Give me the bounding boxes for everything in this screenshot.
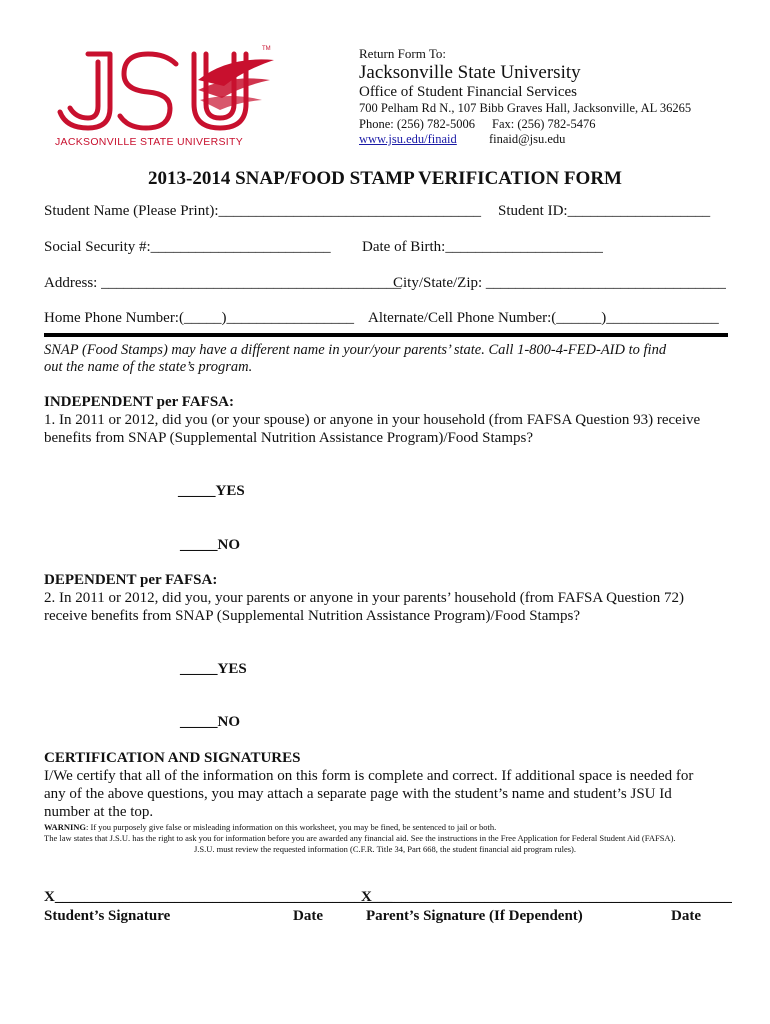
parent-date-label: Date — [671, 908, 701, 924]
independent-yes-option[interactable]: _____YES — [178, 483, 245, 499]
student-signature-line[interactable]: X_____________________________________________ — [44, 889, 393, 905]
ssn-field[interactable]: Social Security #:________________________ — [44, 239, 331, 255]
university-name: Jacksonville State University — [359, 62, 581, 83]
parent-signature-label: Parent’s Signature (If Dependent) — [366, 908, 583, 924]
certification-line-1: I/We certify that all of the information on this form is complete and correct. If additional space is needed for — [44, 768, 694, 784]
snap-note-line-2: out the name of the state’s program. — [44, 359, 253, 375]
law-statement: The law states that J.S.U. has the right to ask you for information before you are awarded any financial aid. See the instructions in the Free Application for Federal Student Aid (FAFSA). — [44, 833, 676, 843]
office-address: 700 Pelham Rd N., 107 Bibb Graves Hall, Jacksonville, AL 36265 — [359, 101, 692, 115]
office-email: finaid@jsu.edu — [489, 132, 566, 146]
independent-heading: INDEPENDENT per FAFSA: — [44, 394, 235, 410]
city-state-zip-field[interactable]: City/State/Zip: ________________________________ — [393, 275, 726, 291]
independent-no-option[interactable]: _____NO — [180, 537, 240, 553]
alt-phone-field[interactable]: Alternate/Cell Phone Number:(______)_______________ — [368, 310, 719, 326]
warning-text — [44, 822, 496, 832]
student-id-field[interactable]: Student ID:___________________ — [498, 203, 711, 219]
jsu-logo-mark — [48, 46, 278, 138]
certification-heading: CERTIFICATION AND SIGNATURES — [44, 750, 301, 766]
section-divider — [44, 333, 728, 337]
dependent-question-line-2: receive benefits from SNAP (Supplemental Nutrition Assistance Program)/Food Stamps? — [44, 608, 581, 624]
independent-question-line-2: benefits from SNAP (Supplemental Nutrition Assistance Program)/Food Stamps? — [44, 430, 533, 446]
office-fax: Fax: (256) 782-5476 — [492, 117, 596, 131]
warning-body: : If you purposely give false or misleading information on this worksheet, you may be fined, be sentenced to jail or both. — [86, 822, 497, 832]
dependent-yes-option[interactable]: _____YES — [180, 661, 247, 677]
certification-line-2: any of the above questions, you may attach a separate page with the student’s name and student’s JSU Id — [44, 786, 672, 802]
dob-field[interactable]: Date of Birth:_____________________ — [362, 239, 603, 255]
independent-question-line-1: 1. In 2011 or 2012, did you (or your spouse) or anyone in your household (from FAFSA Question 93) receive — [44, 412, 701, 428]
snap-note-line-1: SNAP (Food Stamps) may have a different name in your/your parents’ state. Call 1-800-4-FED-AID to find — [44, 342, 667, 358]
trademark-mark: TM — [262, 46, 271, 52]
logo-caption: JACKSONVILLE STATE UNIVERSITY — [55, 136, 244, 148]
parent-signature-line[interactable]: X________________________________________________ — [361, 889, 732, 905]
dependent-no-option[interactable]: _____NO — [180, 714, 240, 730]
student-signature-label: Student’s Signature — [44, 908, 171, 924]
website-link[interactable]: www.jsu.edu/finaid — [359, 132, 457, 146]
address-field[interactable]: Address: ________________________________________ — [44, 275, 402, 291]
student-date-label: Date — [293, 908, 323, 924]
certification-line-3: number at the top. — [44, 804, 154, 820]
review-statement: J.S.U. must review the requested information (C.F.R. Title 34, Part 668, the student financial aid program rules). — [194, 844, 576, 854]
warning-label: WARNING — [44, 822, 87, 832]
dependent-heading: DEPENDENT per FAFSA: — [44, 572, 218, 588]
office-phone: Phone: (256) 782-5006 — [359, 117, 475, 131]
office-name: Office of Student Financial Services — [359, 84, 577, 100]
dependent-question-line-1: 2. In 2011 or 2012, did you, your parents or anyone in your parents’ household (from FAFSA Question 72) — [44, 590, 685, 606]
return-form-to: Return Form To: — [359, 46, 446, 61]
home-phone-field[interactable]: Home Phone Number:(_____)_________________ — [44, 310, 354, 326]
form-title: 2013-2014 SNAP/FOOD STAMP VERIFICATION FORM — [148, 168, 622, 189]
student-name-field[interactable]: Student Name (Please Print):___________________________________ — [44, 203, 482, 219]
